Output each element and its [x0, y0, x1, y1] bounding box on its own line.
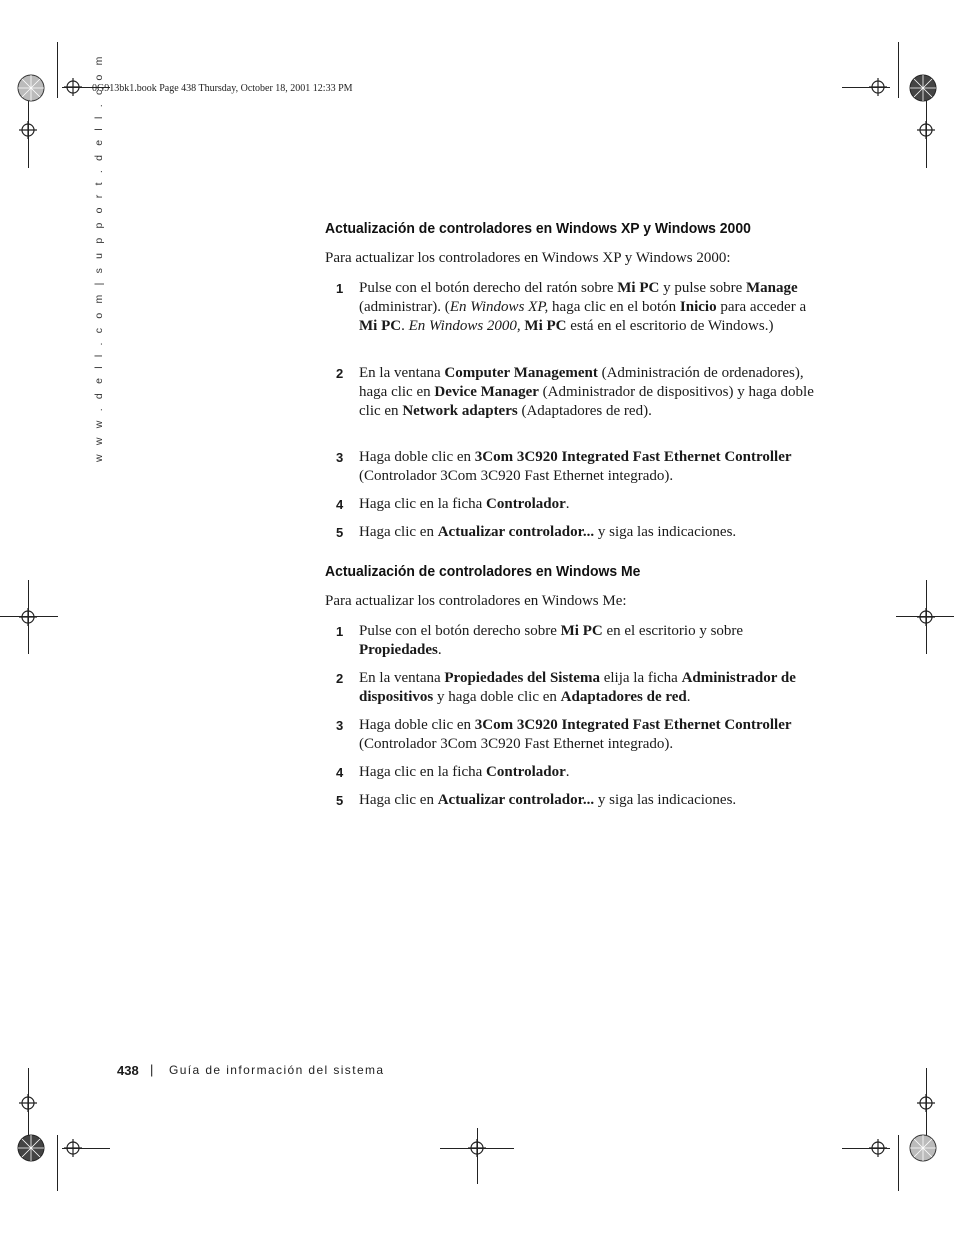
step-number: 3 — [336, 718, 344, 733]
step-number: 4 — [336, 765, 344, 780]
step-text: Pulse con el botón derecho sobre Mi PC en el escritorio y sobre Propiedades. — [359, 623, 744, 658]
step-text: Pulse con el botón derecho del ratón sobre Mi PC y pulse sobre Manage (administrar). (En Windows XP, haga clic en el botón Inicio para acceder a Mi PC. En Windows 2000, Mi PC está en el escritorio de Windows.) — [359, 280, 807, 334]
step-text: Haga doble clic en 3Com 3C920 Integrated Fast Ethernet Controller (Controlador 3Com 3C920 Fast Ethernet integrado). — [359, 449, 792, 484]
step-text: Haga doble clic en 3Com 3C920 Integrated Fast Ethernet Controller (Controlador 3Com 3C920 Fast Ethernet integrado). — [359, 717, 792, 752]
step-text: Haga clic en Actualizar controlador... y siga las indicaciones. — [359, 792, 737, 808]
step-text: Haga clic en la ficha Controlador. — [359, 496, 570, 512]
page-number: 438 — [117, 1063, 139, 1078]
step-number: 5 — [336, 793, 344, 808]
step-text: Haga clic en la ficha Controlador. — [359, 764, 570, 780]
footer-separator: | — [150, 1062, 154, 1077]
section1-intro: Para actualizar los controladores en Windows XP y Windows 2000: — [325, 250, 731, 266]
book-title: Guía de información del sistema — [169, 1063, 385, 1077]
section2-intro: Para actualizar los controladores en Windows Me: — [325, 593, 627, 609]
section2-heading: Actualización de controladores en Windows Me — [325, 563, 641, 580]
step-number: 3 — [336, 450, 344, 465]
section1-heading: Actualización de controladores en Windows XP y Windows 2000 — [325, 220, 751, 237]
step-number: 4 — [336, 497, 344, 512]
side-url-text: w w w . d e l l . c o m | s u p p o r t . d e l l . c o m — [93, 53, 105, 462]
step-text: En la ventana Propiedades del Sistema elija la ficha Administrador de dispositivos y haga doble clic en Adaptadores de red. — [359, 670, 796, 705]
step-number: 2 — [336, 671, 344, 686]
step-text: Haga clic en Actualizar controlador... y siga las indicaciones. — [359, 524, 737, 540]
print-slug: 0G913bk1.book Page 438 Thursday, October 18, 2001 12:33 PM — [92, 83, 353, 94]
step-number: 1 — [336, 281, 344, 296]
step-number: 1 — [336, 624, 344, 639]
step-number: 2 — [336, 366, 344, 381]
step-number: 5 — [336, 525, 344, 540]
step-text: En la ventana Computer Management (Administración de ordenadores), haga clic en Device Manager (Administrador de dispositivos) y haga doble clic en Network adapters (Adaptadores de red). — [359, 365, 814, 419]
